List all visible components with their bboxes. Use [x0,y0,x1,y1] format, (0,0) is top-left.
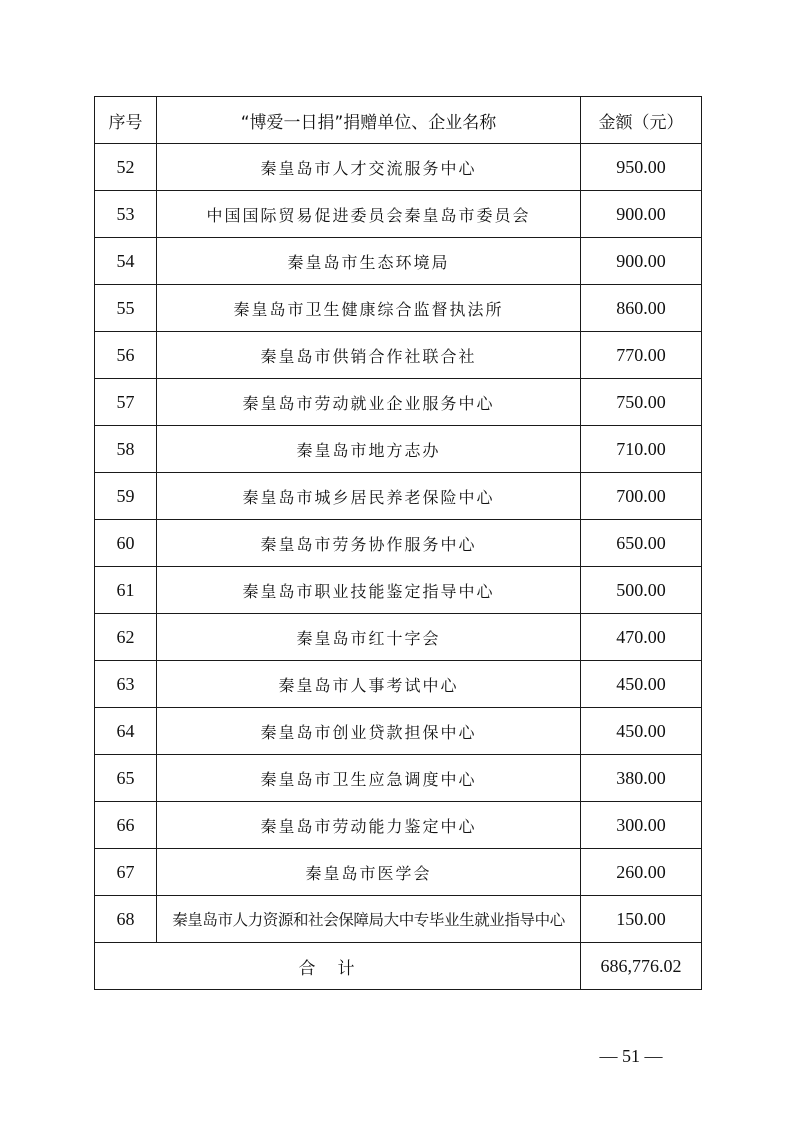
row-amount: 770.00 [581,332,702,379]
row-name: 秦皇岛市卫生健康综合监督执法所 [157,285,581,332]
row-number: 53 [95,191,157,238]
table-body [95,144,702,990]
table-row [95,708,702,755]
table-row [95,896,702,943]
table-row [95,614,702,661]
table-row [95,849,702,896]
row-name: 秦皇岛市城乡居民养老保险中心 [157,473,581,520]
row-amount: 500.00 [581,567,702,614]
row-number: 62 [95,614,157,661]
table-row [95,755,702,802]
table-row [95,661,702,708]
row-amount: 650.00 [581,520,702,567]
row-amount: 900.00 [581,238,702,285]
row-name: 秦皇岛市创业贷款担保中心 [157,708,581,755]
header-amount: 金额（元） [581,97,702,144]
row-amount: 710.00 [581,426,702,473]
row-amount: 860.00 [581,285,702,332]
total-label: 合计 [95,943,581,990]
row-name: 秦皇岛市劳动能力鉴定中心 [157,802,581,849]
row-number: 67 [95,849,157,896]
row-name: 秦皇岛市人事考试中心 [157,661,581,708]
row-name: 秦皇岛市劳务协作服务中心 [157,520,581,567]
header-number: 序号 [95,97,157,144]
table-row [95,426,702,473]
table-row [95,285,702,332]
table-row [95,191,702,238]
table-row [95,567,702,614]
row-name: 秦皇岛市医学会 [157,849,581,896]
row-name: 秦皇岛市职业技能鉴定指导中心 [157,567,581,614]
table-row [95,332,702,379]
row-name: 秦皇岛市生态环境局 [157,238,581,285]
row-number: 61 [95,567,157,614]
row-number: 66 [95,802,157,849]
row-amount: 300.00 [581,802,702,849]
table-row [95,238,702,285]
row-name: 秦皇岛市劳动就业企业服务中心 [157,379,581,426]
row-amount: 900.00 [581,191,702,238]
row-amount: 380.00 [581,755,702,802]
row-amount: 450.00 [581,708,702,755]
row-name: 秦皇岛市人才交流服务中心 [157,144,581,191]
table-header-row [95,97,702,144]
page-number: — 51 — [599,1046,663,1066]
row-number: 63 [95,661,157,708]
header-name: “博爱一日捐”捐赠单位、企业名称 [157,97,581,144]
row-number: 59 [95,473,157,520]
row-amount: 450.00 [581,661,702,708]
table-row [95,520,702,567]
table-row [95,802,702,849]
row-number: 52 [95,144,157,191]
row-number: 55 [95,285,157,332]
row-name: 中国国际贸易促进委员会秦皇岛市委员会 [157,191,581,238]
row-number: 68 [95,896,157,943]
row-amount: 150.00 [581,896,702,943]
table-row [95,473,702,520]
row-amount: 260.00 [581,849,702,896]
row-number: 56 [95,332,157,379]
row-name: 秦皇岛市卫生应急调度中心 [157,755,581,802]
row-number: 57 [95,379,157,426]
row-amount: 470.00 [581,614,702,661]
total-amount: 686,776.02 [581,943,702,990]
row-amount: 700.00 [581,473,702,520]
row-name: 秦皇岛市红十字会 [157,614,581,661]
row-number: 60 [95,520,157,567]
row-number: 54 [95,238,157,285]
row-name: 秦皇岛市供销合作社联合社 [157,332,581,379]
row-name: 秦皇岛市人力资源和社会保障局大中专毕业生就业指导中心 [157,896,581,943]
row-amount: 750.00 [581,379,702,426]
row-number: 65 [95,755,157,802]
row-amount: 950.00 [581,144,702,191]
row-name: 秦皇岛市地方志办 [157,426,581,473]
row-number: 64 [95,708,157,755]
row-number: 58 [95,426,157,473]
donation-table [94,96,702,990]
table-row [95,379,702,426]
total-row [95,943,702,990]
table-row [95,144,702,191]
